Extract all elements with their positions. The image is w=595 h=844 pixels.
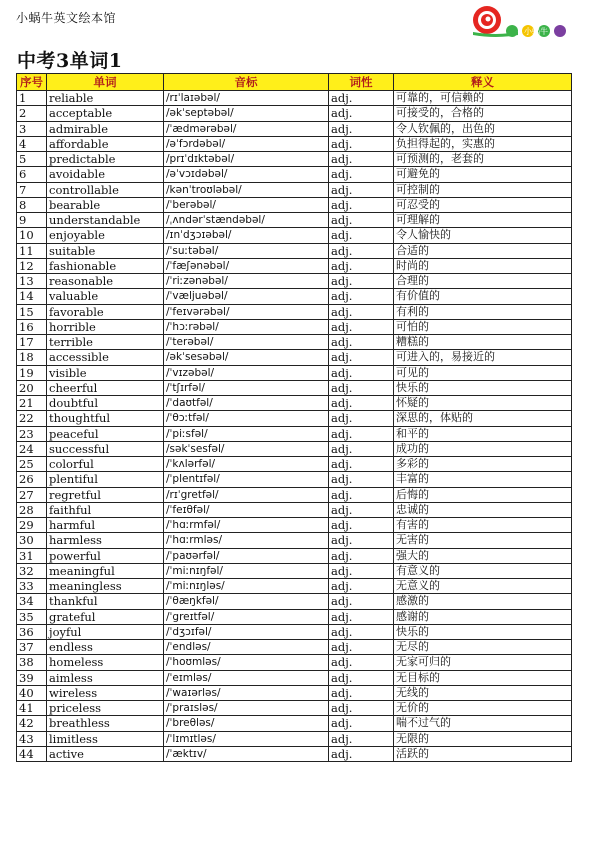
row-word: breathless [47, 716, 164, 731]
row-part-of-speech: adj. [329, 319, 394, 334]
table-row [17, 624, 572, 639]
row-meaning: 糟糕的 [394, 335, 572, 350]
table-row [17, 197, 572, 212]
row-phonetic: /ˈθæŋkfəl/ [164, 594, 329, 609]
row-number: 40 [17, 685, 47, 700]
row-phonetic: /kənˈtroʊləbəl/ [164, 182, 329, 197]
header-phonetic: 音标 [164, 74, 329, 91]
row-phonetic: /ˈpaʊərfəl/ [164, 548, 329, 563]
row-phonetic: /ˈterəbəl/ [164, 335, 329, 350]
table-row [17, 182, 572, 197]
table-row [17, 274, 572, 289]
row-word: active [47, 746, 164, 761]
row-word: visible [47, 365, 164, 380]
table-row [17, 319, 572, 334]
row-phonetic: /ˈhɑːrmləs/ [164, 533, 329, 548]
row-word: favorable [47, 304, 164, 319]
row-meaning: 可理解的 [394, 213, 572, 228]
row-word: endless [47, 640, 164, 655]
row-part-of-speech: adj. [329, 350, 394, 365]
row-word: suitable [47, 243, 164, 258]
table-row [17, 502, 572, 517]
row-number: 22 [17, 411, 47, 426]
row-word: plentiful [47, 472, 164, 487]
row-word: faithful [47, 502, 164, 517]
table-row [17, 289, 572, 304]
table-row [17, 609, 572, 624]
row-word: enjoyable [47, 228, 164, 243]
row-meaning: 无家可归的 [394, 655, 572, 670]
row-word: doubtful [47, 396, 164, 411]
row-phonetic: /ˈæktɪv/ [164, 746, 329, 761]
row-word: reasonable [47, 274, 164, 289]
table-row [17, 716, 572, 731]
row-phonetic: /ˈriːzənəbəl/ [164, 274, 329, 289]
row-phonetic: /səkˈsesfəl/ [164, 441, 329, 456]
row-number: 3 [17, 121, 47, 136]
page-title: 中考3单词1 [17, 50, 123, 72]
row-number: 36 [17, 624, 47, 639]
row-word: understandable [47, 213, 164, 228]
table-row [17, 548, 572, 563]
table-row [17, 106, 572, 121]
row-phonetic: /ˈwaɪərləs/ [164, 685, 329, 700]
table-body [17, 91, 572, 762]
row-part-of-speech: adj. [329, 518, 394, 533]
row-number: 26 [17, 472, 47, 487]
row-part-of-speech: adj. [329, 701, 394, 716]
row-number: 9 [17, 213, 47, 228]
row-meaning: 无目标的 [394, 670, 572, 685]
table-row [17, 365, 572, 380]
row-part-of-speech: adj. [329, 182, 394, 197]
row-number: 17 [17, 335, 47, 350]
table-row [17, 457, 572, 472]
row-phonetic: /ˈlɪmɪtləs/ [164, 731, 329, 746]
row-part-of-speech: adj. [329, 167, 394, 182]
table-row [17, 563, 572, 578]
row-part-of-speech: adj. [329, 502, 394, 517]
table-row [17, 655, 572, 670]
row-part-of-speech: adj. [329, 685, 394, 700]
row-word: horrible [47, 319, 164, 334]
row-word: acceptable [47, 106, 164, 121]
row-word: terrible [47, 335, 164, 350]
row-part-of-speech: adj. [329, 243, 394, 258]
row-part-of-speech: adj. [329, 91, 394, 106]
row-phonetic: /ˈmiːnɪŋləs/ [164, 579, 329, 594]
row-part-of-speech: adj. [329, 716, 394, 731]
row-part-of-speech: adj. [329, 457, 394, 472]
row-meaning: 合适的 [394, 243, 572, 258]
row-part-of-speech: adj. [329, 106, 394, 121]
row-number: 5 [17, 152, 47, 167]
row-meaning: 有价值的 [394, 289, 572, 304]
row-meaning: 和平的 [394, 426, 572, 441]
row-number: 6 [17, 167, 47, 182]
row-phonetic: /ˈhoʊmləs/ [164, 655, 329, 670]
header-part-of-speech: 词性 [329, 74, 394, 91]
row-phonetic: /ˈendləs/ [164, 640, 329, 655]
row-number: 7 [17, 182, 47, 197]
row-phonetic: /ˈhɔːrəbəl/ [164, 319, 329, 334]
row-word: limitless [47, 731, 164, 746]
row-number: 28 [17, 502, 47, 517]
row-part-of-speech: adj. [329, 731, 394, 746]
row-phonetic: /ɪnˈdʒɔɪəbəl/ [164, 228, 329, 243]
row-word: colorful [47, 457, 164, 472]
row-number: 39 [17, 670, 47, 685]
row-number: 27 [17, 487, 47, 502]
row-part-of-speech: adj. [329, 624, 394, 639]
row-phonetic: /prɪˈdɪktəbəl/ [164, 152, 329, 167]
row-word: grateful [47, 609, 164, 624]
table-row [17, 136, 572, 151]
table-row [17, 685, 572, 700]
row-phonetic: /ˈkʌlərfəl/ [164, 457, 329, 472]
row-phonetic: /ˈfæʃənəbəl/ [164, 258, 329, 273]
row-number: 12 [17, 258, 47, 273]
table-row [17, 152, 572, 167]
header-meaning: 释义 [394, 74, 572, 91]
table-row [17, 396, 572, 411]
row-meaning: 感激的 [394, 594, 572, 609]
row-meaning: 可进入的，易接近的 [394, 350, 572, 365]
row-part-of-speech: adj. [329, 136, 394, 151]
row-phonetic: /əkˈseptəbəl/ [164, 106, 329, 121]
logo-text: 小蜗牛 [524, 27, 548, 36]
row-word: accessible [47, 350, 164, 365]
site-name: 小蜗牛英文绘本馆 [16, 11, 117, 25]
row-word: joyful [47, 624, 164, 639]
row-word: affordable [47, 136, 164, 151]
row-number: 29 [17, 518, 47, 533]
row-part-of-speech: adj. [329, 335, 394, 350]
row-part-of-speech: adj. [329, 380, 394, 395]
table-row [17, 594, 572, 609]
row-part-of-speech: adj. [329, 228, 394, 243]
row-part-of-speech: adj. [329, 609, 394, 624]
row-number: 35 [17, 609, 47, 624]
row-meaning: 可避免的 [394, 167, 572, 182]
row-number: 15 [17, 304, 47, 319]
row-word: harmless [47, 533, 164, 548]
row-meaning: 有害的 [394, 518, 572, 533]
row-meaning: 喘不过气的 [394, 716, 572, 731]
row-meaning: 可预测的，老套的 [394, 152, 572, 167]
table-row [17, 258, 572, 273]
row-meaning: 快乐的 [394, 380, 572, 395]
row-word: wireless [47, 685, 164, 700]
row-meaning: 无意义的 [394, 579, 572, 594]
row-meaning: 后悔的 [394, 487, 572, 502]
row-number: 21 [17, 396, 47, 411]
row-phonetic: /əˈvɔɪdəbəl/ [164, 167, 329, 182]
row-number: 20 [17, 380, 47, 395]
row-number: 13 [17, 274, 47, 289]
row-meaning: 感谢的 [394, 609, 572, 624]
row-phonetic: /ˈberəbəl/ [164, 197, 329, 212]
table-row [17, 213, 572, 228]
table-row [17, 335, 572, 350]
table-row [17, 518, 572, 533]
row-phonetic: /əˈfɔrdəbəl/ [164, 136, 329, 151]
row-meaning: 无线的 [394, 685, 572, 700]
row-word: bearable [47, 197, 164, 212]
row-phonetic: /ˈmiːnɪŋfəl/ [164, 563, 329, 578]
row-part-of-speech: adj. [329, 472, 394, 487]
row-number: 19 [17, 365, 47, 380]
row-number: 44 [17, 746, 47, 761]
row-word: thoughtful [47, 411, 164, 426]
table-row [17, 472, 572, 487]
table-row [17, 121, 572, 136]
row-phonetic: /ˈbreθləs/ [164, 716, 329, 731]
row-number: 41 [17, 701, 47, 716]
row-word: aimless [47, 670, 164, 685]
row-word: meaningless [47, 579, 164, 594]
table-row [17, 380, 572, 395]
row-part-of-speech: adj. [329, 152, 394, 167]
row-part-of-speech: adj. [329, 487, 394, 502]
row-phonetic: /rɪˈlaɪəbəl/ [164, 91, 329, 106]
row-meaning: 负担得起的，实惠的 [394, 136, 572, 151]
row-word: meaningful [47, 563, 164, 578]
row-phonetic: /ˈeɪmləs/ [164, 670, 329, 685]
row-number: 37 [17, 640, 47, 655]
row-phonetic: /ˈdʒɔɪfəl/ [164, 624, 329, 639]
row-number: 23 [17, 426, 47, 441]
table-row [17, 426, 572, 441]
row-meaning: 时尚的 [394, 258, 572, 273]
row-number: 4 [17, 136, 47, 151]
snail-logo [466, 2, 578, 44]
row-part-of-speech: adj. [329, 670, 394, 685]
row-word: powerful [47, 548, 164, 563]
row-word: predictable [47, 152, 164, 167]
row-number: 32 [17, 563, 47, 578]
table-row [17, 701, 572, 716]
row-number: 1 [17, 91, 47, 106]
row-phonetic: /ˈpiːsfəl/ [164, 426, 329, 441]
row-number: 30 [17, 533, 47, 548]
row-part-of-speech: adj. [329, 197, 394, 212]
row-part-of-speech: adj. [329, 640, 394, 655]
row-part-of-speech: adj. [329, 213, 394, 228]
row-phonetic: /rɪˈgretfəl/ [164, 487, 329, 502]
row-meaning: 多彩的 [394, 457, 572, 472]
row-part-of-speech: adj. [329, 365, 394, 380]
table-row [17, 670, 572, 685]
row-phonetic: /ˈplentɪfəl/ [164, 472, 329, 487]
row-word: valuable [47, 289, 164, 304]
vocabulary-table [16, 73, 572, 762]
row-phonetic: /ˈθɔːtfəl/ [164, 411, 329, 426]
row-meaning: 合理的 [394, 274, 572, 289]
row-meaning: 可忍受的 [394, 197, 572, 212]
row-number: 18 [17, 350, 47, 365]
table-row [17, 579, 572, 594]
row-number: 25 [17, 457, 47, 472]
row-part-of-speech: adj. [329, 121, 394, 136]
row-number: 33 [17, 579, 47, 594]
row-word: reliable [47, 91, 164, 106]
row-part-of-speech: adj. [329, 289, 394, 304]
row-meaning: 有利的 [394, 304, 572, 319]
row-word: fashionable [47, 258, 164, 273]
row-phonetic: /ˈfeɪθfəl/ [164, 502, 329, 517]
table-row [17, 91, 572, 106]
row-number: 10 [17, 228, 47, 243]
row-meaning: 可控制的 [394, 182, 572, 197]
row-part-of-speech: adj. [329, 655, 394, 670]
row-meaning: 无尽的 [394, 640, 572, 655]
row-meaning: 忠诚的 [394, 502, 572, 517]
row-number: 31 [17, 548, 47, 563]
row-meaning: 强大的 [394, 548, 572, 563]
row-meaning: 可见的 [394, 365, 572, 380]
row-number: 42 [17, 716, 47, 731]
table-row [17, 243, 572, 258]
table-row [17, 533, 572, 548]
table-header-row [17, 74, 572, 91]
row-meaning: 有意义的 [394, 563, 572, 578]
row-part-of-speech: adj. [329, 548, 394, 563]
row-number: 14 [17, 289, 47, 304]
row-meaning: 活跃的 [394, 746, 572, 761]
row-phonetic: /ˈsuːtəbəl/ [164, 243, 329, 258]
table-row [17, 167, 572, 182]
row-word: successful [47, 441, 164, 456]
row-word: admirable [47, 121, 164, 136]
row-phonetic: /ˈdaʊtfəl/ [164, 396, 329, 411]
table-row [17, 350, 572, 365]
row-number: 24 [17, 441, 47, 456]
row-number: 11 [17, 243, 47, 258]
row-phonetic: /ˈædmərəbəl/ [164, 121, 329, 136]
row-phonetic: /ˈvæljuəbəl/ [164, 289, 329, 304]
table-row [17, 487, 572, 502]
table-row [17, 746, 572, 761]
row-part-of-speech: adj. [329, 594, 394, 609]
row-meaning: 快乐的 [394, 624, 572, 639]
row-part-of-speech: adj. [329, 746, 394, 761]
row-phonetic: /əkˈsesəbəl/ [164, 350, 329, 365]
row-meaning: 令人钦佩的，出色的 [394, 121, 572, 136]
row-word: harmful [47, 518, 164, 533]
row-word: peaceful [47, 426, 164, 441]
row-number: 43 [17, 731, 47, 746]
row-number: 8 [17, 197, 47, 212]
row-part-of-speech: adj. [329, 426, 394, 441]
row-number: 16 [17, 319, 47, 334]
row-meaning: 无价的 [394, 701, 572, 716]
row-meaning: 成功的 [394, 441, 572, 456]
row-meaning: 可靠的，可信赖的 [394, 91, 572, 106]
table-row [17, 411, 572, 426]
table-row [17, 304, 572, 319]
row-phonetic: /ˈhɑːrmfəl/ [164, 518, 329, 533]
row-phonetic: /ˈfeɪvərəbəl/ [164, 304, 329, 319]
table-row [17, 228, 572, 243]
table-row [17, 731, 572, 746]
row-meaning: 丰富的 [394, 472, 572, 487]
table-row [17, 441, 572, 456]
row-number: 34 [17, 594, 47, 609]
row-meaning: 无害的 [394, 533, 572, 548]
row-meaning: 无限的 [394, 731, 572, 746]
row-phonetic: /ˌʌndərˈstændəbəl/ [164, 213, 329, 228]
row-meaning: 令人愉快的 [394, 228, 572, 243]
row-part-of-speech: adj. [329, 533, 394, 548]
row-meaning: 可怕的 [394, 319, 572, 334]
row-word: avoidable [47, 167, 164, 182]
row-meaning: 深思的，体贴的 [394, 411, 572, 426]
row-phonetic: /ˈgreɪtfəl/ [164, 609, 329, 624]
row-meaning: 可接受的，合格的 [394, 106, 572, 121]
row-part-of-speech: adj. [329, 441, 394, 456]
row-word: regretful [47, 487, 164, 502]
table-row [17, 640, 572, 655]
row-meaning: 怀疑的 [394, 396, 572, 411]
row-word: homeless [47, 655, 164, 670]
row-word: controllable [47, 182, 164, 197]
row-part-of-speech: adj. [329, 411, 394, 426]
row-word: thankful [47, 594, 164, 609]
row-phonetic: /ˈvɪzəbəl/ [164, 365, 329, 380]
row-phonetic: /ˈpraɪsləs/ [164, 701, 329, 716]
header-word: 单词 [47, 74, 164, 91]
row-number: 38 [17, 655, 47, 670]
row-phonetic: /ˈtʃɪrfəl/ [164, 380, 329, 395]
row-part-of-speech: adj. [329, 304, 394, 319]
row-part-of-speech: adj. [329, 579, 394, 594]
row-word: cheerful [47, 380, 164, 395]
row-part-of-speech: adj. [329, 274, 394, 289]
row-part-of-speech: adj. [329, 563, 394, 578]
row-part-of-speech: adj. [329, 396, 394, 411]
header-number: 序号 [17, 74, 47, 91]
row-number: 2 [17, 106, 47, 121]
row-part-of-speech: adj. [329, 258, 394, 273]
row-word: priceless [47, 701, 164, 716]
